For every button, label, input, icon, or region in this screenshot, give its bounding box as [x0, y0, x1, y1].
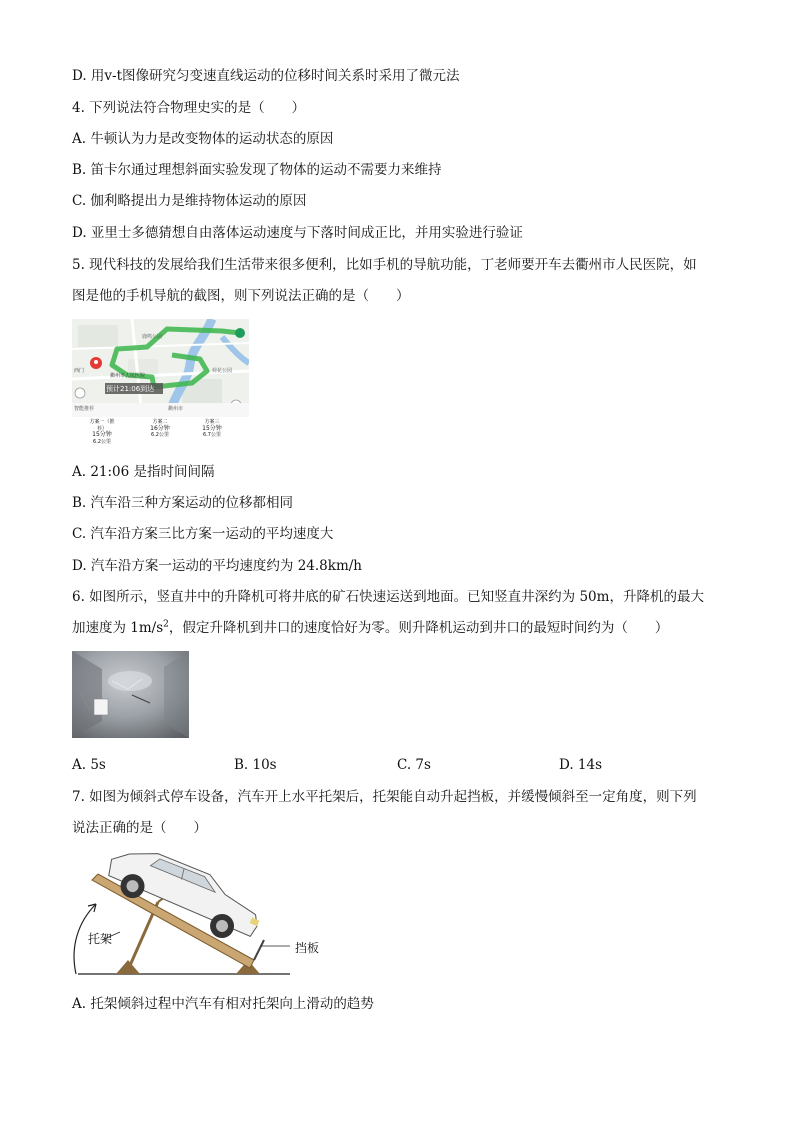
q5-stem-line1: 5. 现代科技的发展给我们生活带来很多便利，比如手机的导航功能，丁老师要开车去衢州市人民医院，如 — [72, 257, 697, 273]
navigation-map-figure — [72, 319, 249, 445]
map-route-3-time: 15分钟 — [202, 424, 222, 432]
q4-option-c: C. 伽利略提出力是维持物体运动的原因 — [72, 193, 307, 209]
q7-stem-line1: 7. 如图为倾斜式停车设备，汽车开上水平托架后，托架能自动升起挡板，并缓慢倾斜至一定角度，则下列 — [72, 789, 697, 805]
q5-option-a: A. 21:06 是指时间间隔 — [72, 464, 215, 480]
map-route-2-time: 16分钟 — [150, 424, 170, 432]
q6-stem-line2 — [72, 619, 668, 637]
tilted-parking-diagram — [68, 842, 290, 982]
map-route-2 — [144, 419, 176, 439]
map-place-west: 西门 — [74, 368, 85, 374]
label-tray: 托架 — [88, 932, 113, 946]
map-route-3-name: 方案三 — [204, 419, 220, 425]
mine-shaft-photo — [72, 651, 189, 738]
q6-option-a: A. 5s — [72, 757, 106, 773]
q4-option-b: B. 笛卡尔通过理想斜面实验发现了物体的运动不需要力来维持 — [72, 162, 442, 178]
q6-stem-line2-sup: 2 — [163, 619, 169, 630]
q4-option-d: D. 亚里士多德猜想自由落体运动速度与下落时间成正比，并用实验进行验证 — [72, 225, 523, 241]
q6-option-c: C. 7s — [397, 757, 431, 773]
map-route-3 — [196, 419, 228, 439]
q6-stem-line2-a: 加速度为 1m/s — [72, 620, 164, 636]
q5-option-d: D. 汽车沿方案一运动的平均速度约为 24.8km/h — [72, 558, 362, 574]
q5-option-b: B. 汽车沿三种方案运动的位移都相同 — [72, 495, 294, 511]
q4-option-a: A. 牛顿认为力是改变物体的运动状态的原因 — [72, 131, 334, 147]
map-route-1 — [86, 419, 118, 445]
map-route-2-name: 方案二 — [152, 419, 168, 425]
q7-option-a: A. 托架倾斜过程中汽车有相对托架向上滑动的趋势 — [72, 996, 374, 1012]
q5-option-c: C. 汽车沿方案三比方案一运动的平均速度大 — [72, 526, 334, 542]
q7-stem-line2: 说法正确的是（ ） — [72, 820, 207, 836]
q6-stem-line2-b: ，假定升降机到井口的速度恰好为零。则升降机运动到井口的最短时间约为（ ） — [168, 620, 669, 636]
map-place-bottom: 衢州市 — [168, 406, 184, 412]
map-route-3-distance: 6.7公里 — [203, 432, 221, 438]
q6-stem-line1: 6. 如图所示，竖直井中的升降机可将井底的矿石快速运送到地面。已知竖直井深约为 50m，升降机的最大 — [72, 589, 704, 605]
map-bottom-bar-left: 智能推荐 — [74, 406, 95, 412]
map-route-2-distance: 6.2公里 — [151, 432, 169, 438]
mine-shaft-image — [72, 651, 189, 738]
prev-option-d: D. 用v-t图像研究匀变速直线运动的位移时间关系时采用了微元法 — [72, 68, 460, 84]
q6-option-d: D. 14s — [559, 757, 603, 773]
map-route-1-time: 15分钟 — [92, 431, 112, 438]
q5-stem-line2: 图是他的手机导航的截图，则下列说法正确的是（ ） — [72, 288, 410, 304]
map-place-top: 鹿鸣公园 — [142, 334, 163, 340]
map-eta-label: 预计21:06到达 — [106, 385, 155, 393]
label-baffle: 挡板 — [295, 941, 320, 955]
map-place-right: 荷花公园 — [212, 368, 233, 374]
tilted-parking-figure — [68, 842, 290, 982]
q6-option-b: B. 10s — [234, 757, 277, 773]
map-route-1-distance: 6.2公里 — [93, 438, 111, 445]
map-place-center: 衢州市人民医院 — [110, 373, 146, 379]
map-route-1-name: 方案一（推荐） — [89, 419, 115, 432]
q4-stem: 4. 下列说法符合物理史实的是（ ） — [72, 100, 306, 116]
